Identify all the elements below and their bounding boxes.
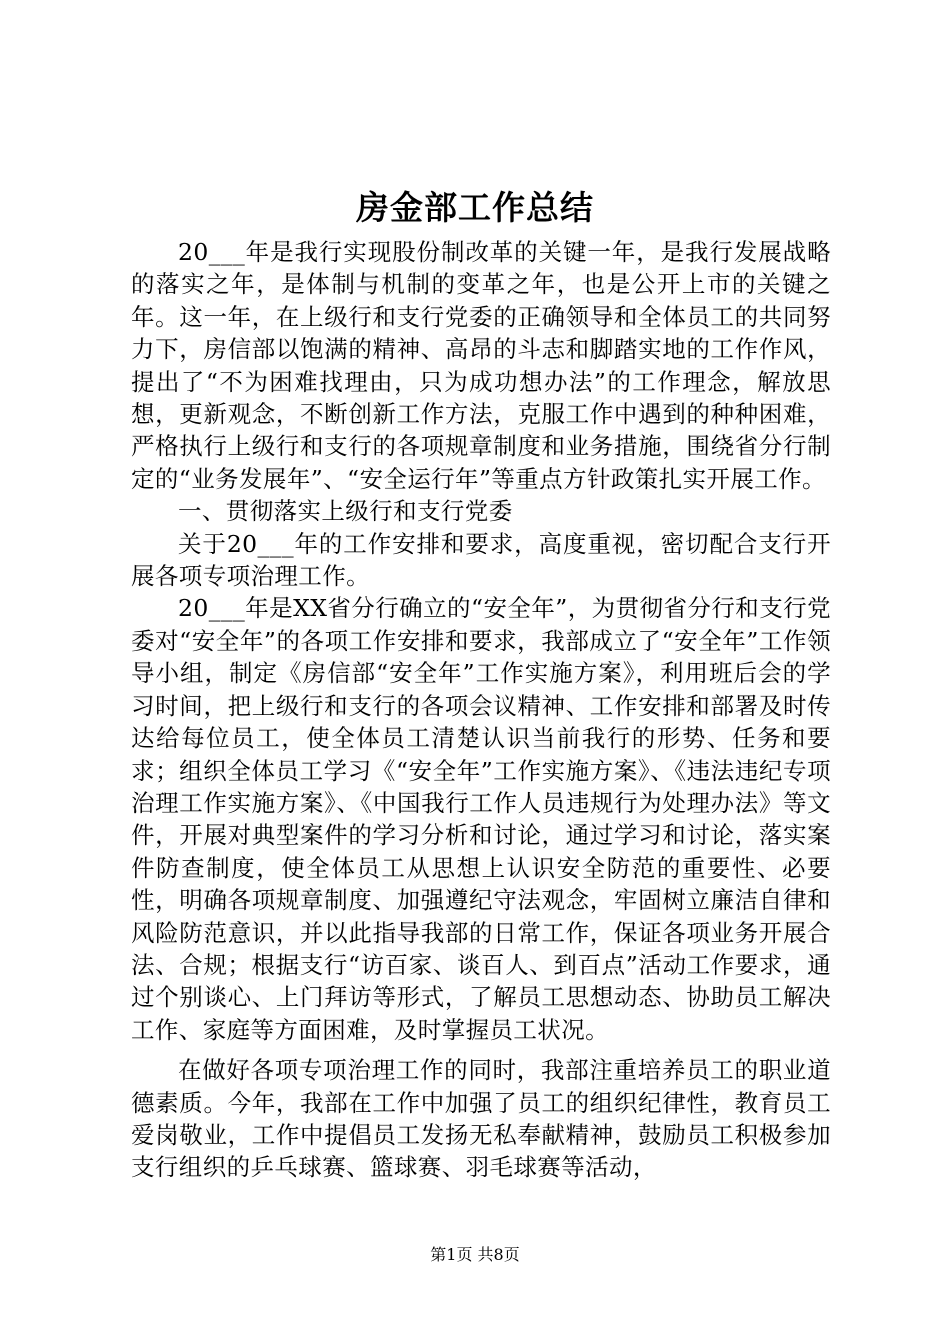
document-body (131, 236, 831, 1184)
paragraph-arrangements: 关于20___年的工作安排和要求，高度重视，密切配合支行开展各项专项治理工作。 (131, 529, 831, 591)
paragraph-safety-year: 20___年是XX省分行确立的“安全年”，为贯彻省分行和支行党委对“安全年”的各项工作安排和要求，我部成立了“安全年”工作领导小组，制定《房信部“安全年”工作实施方案》，利用班后会的学习时间，把上级行和支行的各项会议精神、工作安排和部署及时传达给每位员工，使全体员工清楚认识当前我行的形势、任务和要求；组织全体员工学习《“安全年”工作实施方案》、《违法违纪专项治理工作实施方案》、《中国我行工作人员违规行为处理办法》等文件，开展对典型案件的学习分析和讨论，通过学习和讨论，落实案件防查制度，使全体员工从思想上认识安全防范的重要性、必要性，明确各项规章制度、加强遵纪守法观念，牢固树立廉洁自律和风险防范意识，并以此指导我部的日常工作，保证各项业务开展合法、合规；根据支行“访百家、谈百人、到百点”活动工作要求，通过个别谈心、上门拜访等形式，了解员工思想动态、协助员工解决工作、家庭等方面困难，及时掌握员工状况。 (131, 594, 831, 1044)
paragraph-intro: 20___年是我行实现股份制改革的关键一年，是我行发展战略的落实之年，是体制与机制的变革之年，也是公开上市的关键之年。这一年，在上级行和支行党委的正确领导和全体员工的共同努力下，房信部以饱满的精神、高昂的斗志和脚踏实地的工作作风，提出了“不为困难找理由，只为成功想办法”的工作理念，解放思想，更新观念，不断创新工作方法，克服工作中遇到的种种困难，严格执行上级行和支行的各项规章制度和业务措施，围绕省分行制定的“业务发展年”、“安全运行年”等重点方针政策扎实开展工作。 (131, 238, 831, 493)
paragraph-section-heading: 一、贯彻落实上级行和支行党委 (178, 497, 513, 526)
paragraph-professional-ethics: 在做好各项专项治理工作的同时，我部注重培养员工的职业道德素质。今年，我部在工作中加强了员工的组织纪律性，教育员工爱岗敬业，工作中提倡员工发扬无私奉献精神，鼓励员工积极参加支行组织的乒乓球赛、篮球赛、羽毛球赛等活动， (131, 1056, 831, 1182)
document-title: 房金部工作总结 (356, 188, 594, 227)
page-number-footer: 第1页 共8页 (430, 1245, 520, 1264)
